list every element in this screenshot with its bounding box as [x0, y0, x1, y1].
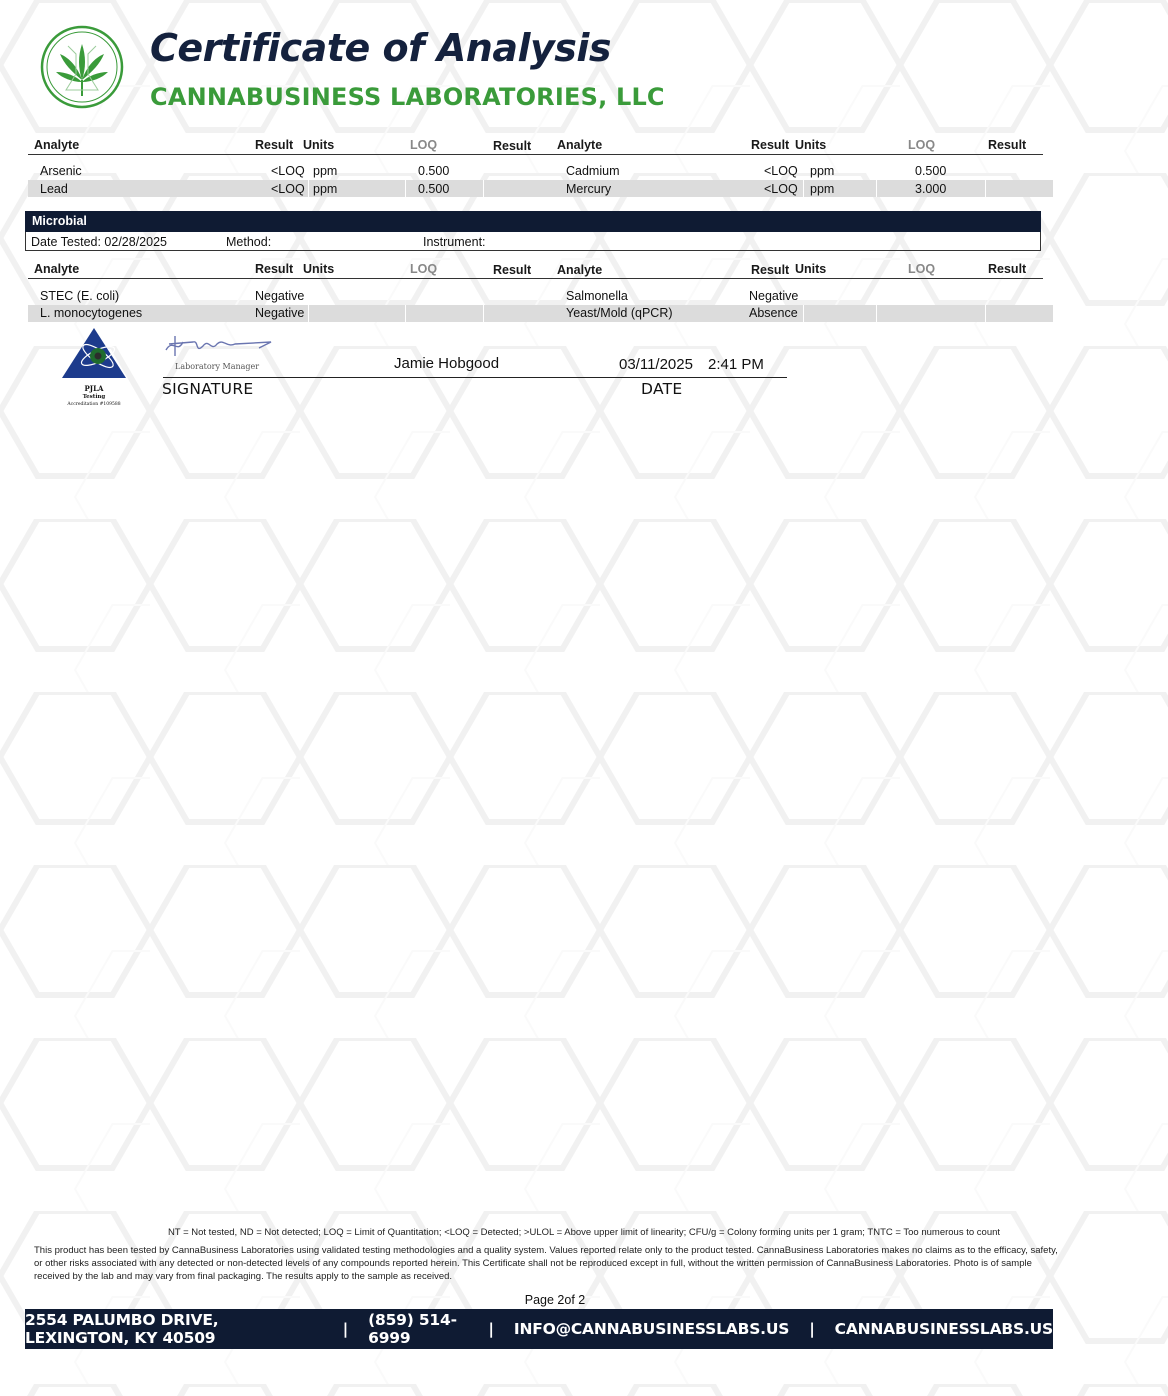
col-result2: Result — [493, 139, 532, 153]
result-value: Absence — [749, 306, 798, 320]
analyte-name: STEC (E. coli) — [40, 289, 120, 303]
analyte-name: Mercury — [566, 182, 612, 196]
col-result: Result — [255, 262, 294, 276]
footer-email: INFO@CANNABUSINESSLABS.US — [513, 1320, 790, 1338]
table-row-shade — [28, 305, 1053, 322]
col-units-right: Units — [795, 262, 827, 276]
col-result2-right: Result — [988, 138, 1027, 152]
page-label: Page — [524, 1293, 554, 1307]
analyte-name: L. monocytogenes — [40, 306, 143, 320]
seal-accreditation: Accreditation #109588 — [67, 402, 121, 407]
signature-time: 2:41 PM — [708, 356, 764, 373]
loq-value: 3.000 — [915, 182, 947, 196]
footer-address: 2554 PALUMBO DRIVE, LEXINGTON, KY 40509 — [25, 1311, 219, 1347]
seal-title: PJLA — [84, 384, 104, 393]
loq-value: 0.500 — [418, 164, 450, 178]
disclaimer-text: This product has been tested by CannaBusiness Laboratories using validated testing methodologies and a quality system. Values reported relate only to the product tested. CannaBusiness Laboratories makes no claims as to the efficacy, safety, or other risks associated with any detected or non-detected levels of any compounds reported herein. This Certificate shall not be reproduced except in full, without the written permission of CannaBusiness Laboratories. Photo is of sample received by the lab and may vary from final packaging. The results apply to the sample as received. — [34, 1245, 1058, 1282]
result-value: <LOQ — [271, 164, 305, 178]
page-of: of — [564, 1293, 575, 1307]
col-analyte: Analyte — [34, 138, 80, 152]
units-value: ppm — [313, 164, 338, 178]
units-value: ppm — [810, 164, 835, 178]
date-label: DATE — [641, 380, 683, 398]
cell-divider — [405, 180, 406, 197]
page-current: 2 — [557, 1293, 565, 1307]
cell-divider — [803, 305, 804, 322]
analyte-name: Lead — [40, 182, 68, 196]
cell-divider — [803, 180, 804, 197]
cell-divider — [483, 305, 484, 322]
col-loq: LOQ — [410, 262, 438, 276]
page-number — [0, 1293, 1110, 1307]
col-analyte-right: Analyte — [557, 263, 603, 277]
test-info-box — [25, 232, 1041, 251]
lab-name: CANNABUSINESS LABORATORIES, LLC — [150, 83, 665, 111]
result-value: <LOQ — [271, 182, 305, 196]
result-value: <LOQ — [764, 182, 798, 196]
cell-divider — [985, 180, 986, 197]
result-value: Negative — [255, 306, 305, 320]
col-loq-right: LOQ — [908, 138, 936, 152]
analyte-name: Salmonella — [566, 289, 628, 303]
table-row-shade — [28, 180, 1053, 197]
signature-role: Laboratory Manager — [175, 362, 260, 371]
page-total: 2 — [578, 1293, 586, 1307]
analyte-name: Arsenic — [40, 164, 82, 178]
loq-value: 0.500 — [418, 182, 450, 196]
col-units: Units — [303, 138, 335, 152]
signature-date: 03/11/2025 — [619, 356, 693, 373]
date-tested: Date Tested: 02/28/2025 — [31, 235, 167, 249]
footer-separator: | — [809, 1320, 815, 1338]
analyte-name: Yeast/Mold (qPCR) — [566, 306, 673, 320]
header-divider — [28, 154, 1043, 155]
footer-separator: | — [342, 1320, 349, 1338]
cell-divider — [308, 305, 309, 322]
col-loq-right: LOQ — [908, 262, 936, 276]
cell-divider — [985, 305, 986, 322]
col-analyte: Analyte — [34, 262, 80, 276]
pjla-accreditation-seal-icon — [58, 326, 130, 406]
col-result: Result — [255, 138, 294, 152]
col-result-right: Result — [751, 138, 790, 152]
section-header-microbial: Microbial — [25, 211, 1041, 232]
units-value: ppm — [810, 182, 835, 196]
footer-phone: (859) 514-6999 — [368, 1311, 457, 1347]
cannabis-leaf-logo-icon — [38, 24, 126, 110]
cell-divider — [876, 305, 877, 322]
footer-website: CANNABUSINESSLABS.US — [834, 1320, 1053, 1338]
col-analyte-right: Analyte — [557, 138, 603, 152]
col-result-right: Result — [751, 263, 790, 277]
result-value: <LOQ — [764, 164, 798, 178]
col-loq: LOQ — [410, 138, 438, 152]
footer-separator: | — [488, 1320, 494, 1338]
cell-divider — [405, 305, 406, 322]
signer-name: Jamie Hobgood — [394, 355, 500, 372]
method-label: Method: — [226, 235, 272, 249]
col-result2: Result — [493, 263, 532, 277]
signature-label: SIGNATURE — [162, 380, 254, 398]
col-result2-right: Result — [988, 262, 1027, 276]
col-units: Units — [303, 262, 335, 276]
cell-divider — [308, 180, 309, 197]
units-value: ppm — [313, 182, 338, 196]
handwritten-signature-icon — [163, 332, 278, 362]
seal-subtitle: Testing — [82, 394, 106, 400]
col-units-right: Units — [795, 138, 827, 152]
analyte-name: Cadmium — [566, 164, 620, 178]
result-value: Negative — [749, 289, 799, 303]
cell-divider — [876, 180, 877, 197]
page-title: Certificate of Analysis — [150, 26, 612, 70]
abbreviation-legend: NT = Not tested, ND = Not detected; LOQ = Limit of Quantitation; <LOQ = Detected; >ULOL = Above upper limit of linearity; CFU/g = Colony forming units per 1 gram; TNTC = Too numerous to count — [167, 1227, 1001, 1238]
result-value: Negative — [255, 289, 305, 303]
signature-line — [163, 377, 787, 378]
instrument-label: Instrument: — [423, 235, 486, 249]
loq-value: 0.500 — [915, 164, 947, 178]
header-divider — [28, 278, 1043, 279]
cell-divider — [483, 180, 484, 197]
contact-footer-bar — [25, 1309, 1053, 1349]
